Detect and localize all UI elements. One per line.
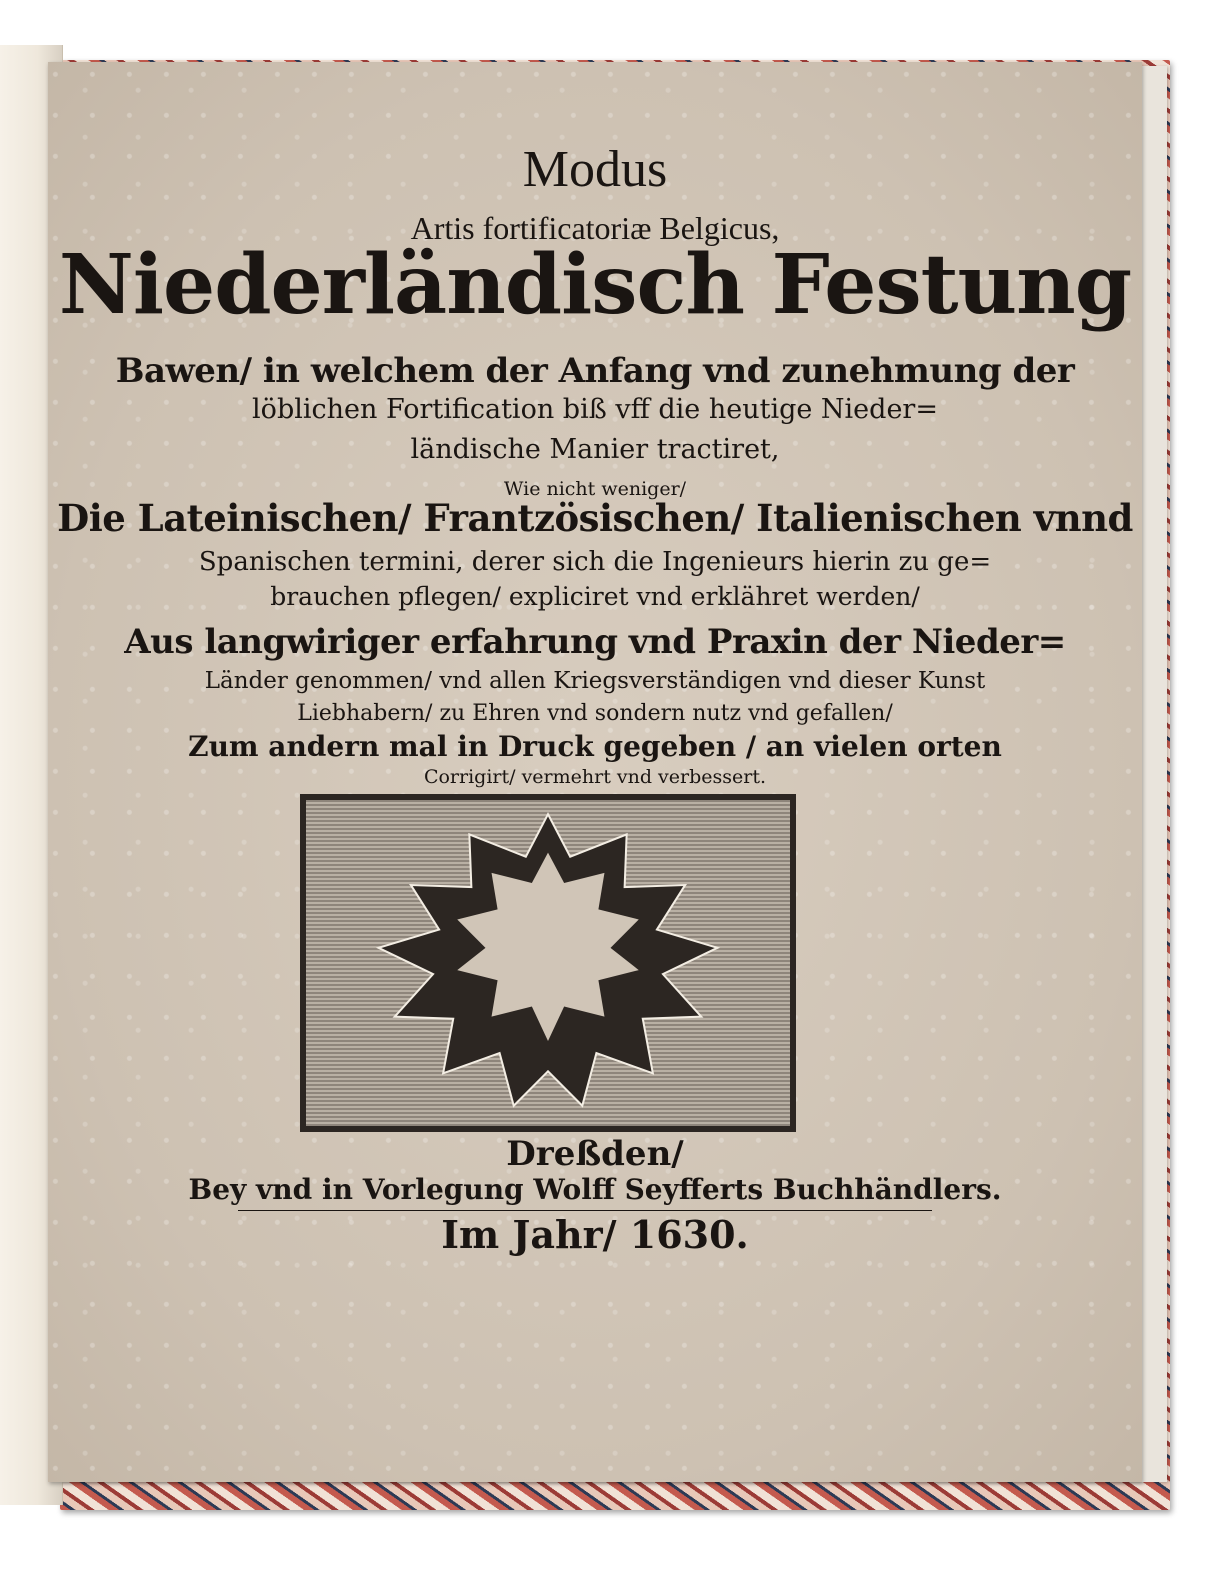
imprint-publisher: Bey vnd in Vorlegung Wolff Seyfferts Buchhändlers. xyxy=(188,1173,1002,1206)
title-line-12: Länder genommen/ vnd allen Kriegsverständigen vnd dieser Kunst xyxy=(204,668,986,694)
title-line-13: Liebhabern/ zu Ehren vnd sondern nutz vnd gefallen/ xyxy=(297,701,893,726)
title-line-9: Spanischen termini, derer sich die Ingenieurs hierin zu ge= xyxy=(198,547,992,577)
title-line-14: Zum andern mal in Druck gegeben / an vielen orten xyxy=(188,730,1002,763)
title-line-6: ländische Manier tractiret, xyxy=(410,434,780,465)
star-fort-icon xyxy=(306,800,790,1126)
title-line-4: Bawen/ in welchem der Anfang vnd zunehmung der xyxy=(115,351,1075,391)
title-line-8: Die Lateinischen/ Frantzösischen/ Italienischen vnnd xyxy=(57,496,1133,540)
title-modus: Modus xyxy=(522,141,668,198)
title-line-7: Wie nicht weniger/ xyxy=(503,478,687,500)
imprint-rule xyxy=(238,1210,932,1211)
woodcut-frame xyxy=(304,798,792,1128)
title-line-15: Corrigirt/ vermehrt vnd verbessert. xyxy=(423,766,767,788)
imprint-year: Im Jahr/ 1630. xyxy=(441,1212,749,1257)
title-page xyxy=(48,62,1142,1482)
title-line-5: löblichen Fortification biß vff die heutige Nieder= xyxy=(252,394,938,425)
star-fort-woodcut xyxy=(300,794,796,1132)
title-line-11: Aus langwiriger erfahrung vnd Praxin der Nieder= xyxy=(124,622,1066,662)
title-main-heading: Niederländisch Festung xyxy=(58,237,1132,333)
imprint-city: Dreßden/ xyxy=(506,1134,684,1174)
title-line-10: brauchen pflegen/ expliciret vnd erklähret werden/ xyxy=(270,582,920,611)
title-latin-subtitle: Artis fortificatoriæ Belgicus, xyxy=(410,210,780,246)
